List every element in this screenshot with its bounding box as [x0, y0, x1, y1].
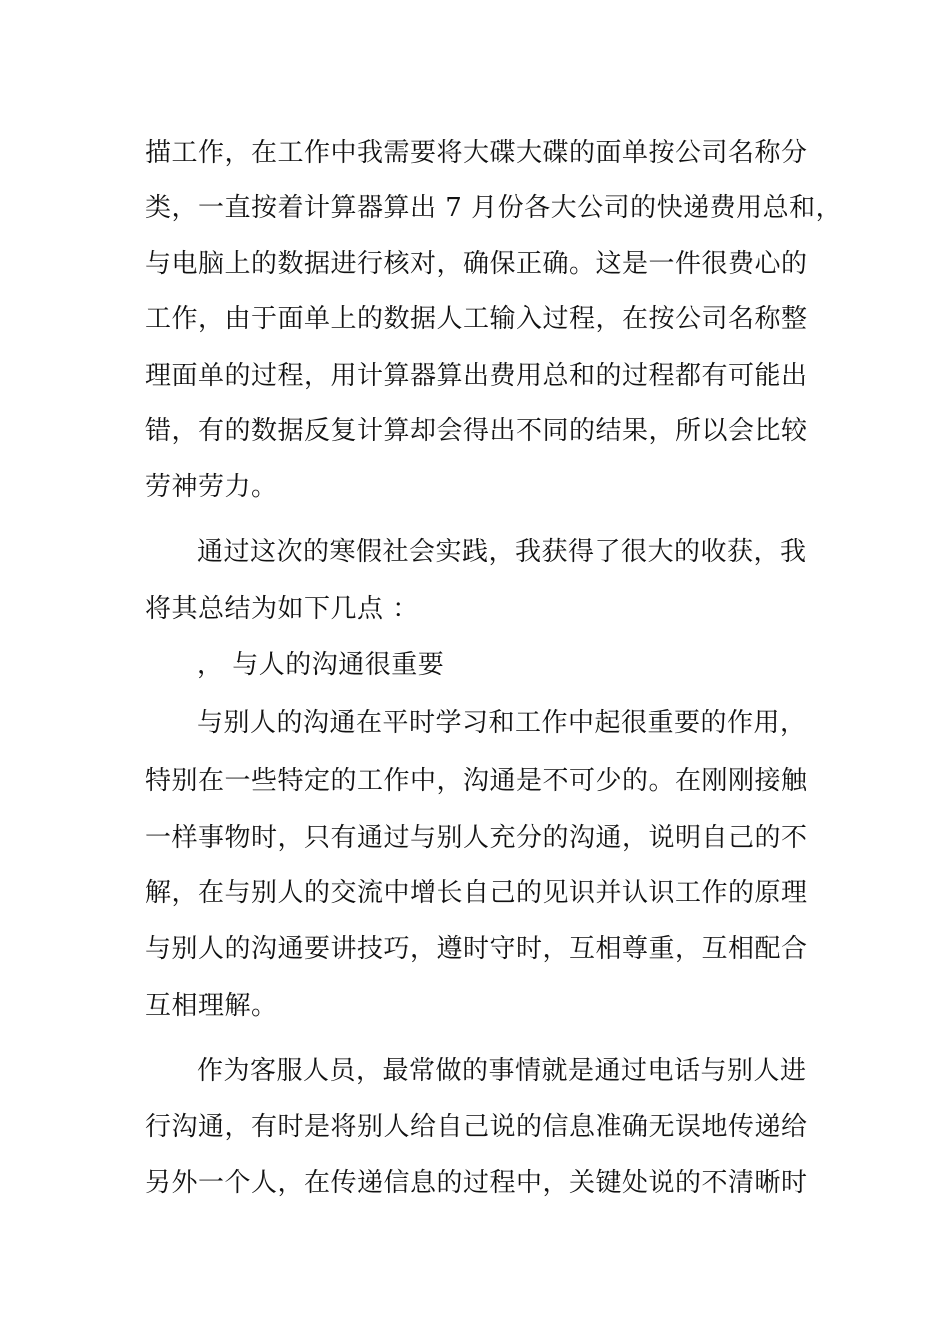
paragraph-line: 通过这次的寒假社会实践，我获得了很大的收获，我	[197, 537, 807, 567]
paragraph-line: 理面单的过程，用计算器算出费用总和的过程都有可能出	[145, 361, 808, 391]
paragraph-line: 将其总结为如下几点 ：	[145, 594, 419, 624]
paragraph-line: 劳神劳力。	[145, 472, 278, 502]
paragraph-line: 解，在与别人的交流中增长自己的见识并认识工作的原理	[145, 878, 808, 908]
paragraph-line: 与电脑上的数据进行核对，确保正确。这是一件很费心的	[145, 249, 808, 279]
paragraph-line: 错，有的数据反复计算却会得出不同的结果，所以会比较	[145, 416, 808, 446]
paragraph-line: 与别人的沟通在平时学习和工作中起很重要的作用，	[197, 708, 807, 738]
paragraph-line: 特别在一些特定的工作中，沟通是不可少的。在刚刚接触	[145, 766, 808, 796]
paragraph-line: 行沟通，有时是将别人给自己说的信息准确无误地传递给	[145, 1112, 808, 1142]
paragraph-line: 一样事物时，只有通过与别人充分的沟通，说明自己的不	[145, 823, 808, 853]
paragraph-line: 另外一个人，在传递信息的过程中，关键处说的不清晰时	[145, 1168, 808, 1198]
paragraph-line: 互相理解。	[145, 991, 278, 1021]
section-heading: ， 与人的沟通很重要	[197, 650, 445, 680]
paragraph-line: 与别人的沟通要讲技巧，遵时守时，互相尊重，互相配合	[145, 934, 808, 964]
paragraph-line: 描工作，在工作中我需要将大碟大碟的面单按公司名称分	[145, 138, 808, 168]
paragraph-line: 工作，由于面单上的数据人工输入过程，在按公司名称整	[145, 304, 808, 334]
paragraph-line: 类，一直按着计算器算出 7 月份各大公司的快递费用总和，	[145, 193, 843, 223]
paragraph-line: 作为客服人员，最常做的事情就是通过电话与别人进	[197, 1056, 807, 1086]
